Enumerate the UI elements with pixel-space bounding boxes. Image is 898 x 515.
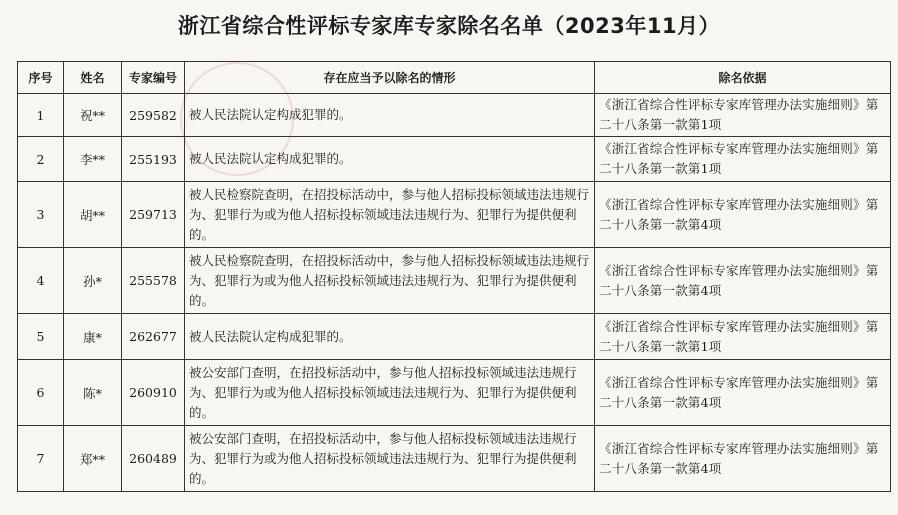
table-header-row (18, 62, 891, 94)
row-situation: 被人民法院认定构成犯罪的。 (185, 137, 595, 182)
row-name: 康* (64, 314, 122, 360)
row-basis: 《浙江省综合性评标专家库管理办法实施细则》第二十八条第一款第4项 (595, 426, 891, 492)
table-row (18, 360, 891, 426)
row-name: 李** (64, 137, 122, 182)
page-title: 浙江省综合性评标专家库专家除名名单（2023年11月） (177, 14, 721, 38)
row-expert-id: 255578 (122, 248, 185, 314)
row-index: 6 (18, 360, 64, 426)
row-basis: 《浙江省综合性评标专家库管理办法实施细则》第二十八条第一款第1项 (595, 314, 891, 360)
table-row (18, 137, 891, 182)
row-basis: 《浙江省综合性评标专家库管理办法实施细则》第二十八条第一款第4项 (595, 360, 891, 426)
row-basis: 《浙江省综合性评标专家库管理办法实施细则》第二十八条第一款第4项 (595, 248, 891, 314)
table-row (18, 426, 891, 492)
row-index: 3 (18, 182, 64, 248)
row-index: 4 (18, 248, 64, 314)
row-name: 孙* (64, 248, 122, 314)
row-situation: 被人民检察院查明，在招投标活动中，参与他人招标投标领域违法违规行为、犯罪行为或为他人招标投标领域违法违规行为、犯罪行为提供便利的。 (185, 182, 595, 248)
row-expert-id: 259713 (122, 182, 185, 248)
table-row (18, 182, 891, 248)
row-index: 7 (18, 426, 64, 492)
row-situation: 被公安部门查明，在招投标活动中，参与他人招标投标领域违法违规行为、犯罪行为或为他人招标投标领域违法违规行为、犯罪行为提供便利的。 (185, 360, 595, 426)
row-name: 陈* (64, 360, 122, 426)
row-expert-id: 259582 (122, 94, 185, 137)
row-situation: 被公安部门查明，在招投标活动中，参与他人招标投标领域违法违规行为、犯罪行为或为他人招标投标领域违法违规行为、犯罪行为提供便利的。 (185, 426, 595, 492)
row-basis: 《浙江省综合性评标专家库管理办法实施细则》第二十八条第一款第1项 (595, 94, 891, 137)
header-situation: 存在应当予以除名的情形 (185, 62, 595, 94)
header-basis: 除名依据 (595, 62, 891, 94)
row-name: 郑** (64, 426, 122, 492)
row-expert-id: 255193 (122, 137, 185, 182)
table-row (18, 94, 891, 137)
row-expert-id: 260489 (122, 426, 185, 492)
row-index: 5 (18, 314, 64, 360)
header-name: 姓名 (64, 62, 122, 94)
header-index: 序号 (18, 62, 64, 94)
row-situation: 被人民检察院查明，在招投标活动中，参与他人招标投标领域违法违规行为、犯罪行为或为他人招标投标领域违法违规行为、犯罪行为提供便利的。 (185, 248, 595, 314)
row-expert-id: 262677 (122, 314, 185, 360)
row-index: 1 (18, 94, 64, 137)
row-basis: 《浙江省综合性评标专家库管理办法实施细则》第二十八条第一款第4项 (595, 182, 891, 248)
table-row (18, 314, 891, 360)
row-index: 2 (18, 137, 64, 182)
header-expert-id: 专家编号 (122, 62, 185, 94)
row-name: 祝** (64, 94, 122, 137)
row-expert-id: 260910 (122, 360, 185, 426)
removal-list-table (17, 61, 891, 492)
row-basis: 《浙江省综合性评标专家库管理办法实施细则》第二十八条第一款第1项 (595, 137, 891, 182)
row-name: 胡** (64, 182, 122, 248)
row-situation: 被人民法院认定构成犯罪的。 (185, 94, 595, 137)
table-row (18, 248, 891, 314)
row-situation: 被人民法院认定构成犯罪的。 (185, 314, 595, 360)
